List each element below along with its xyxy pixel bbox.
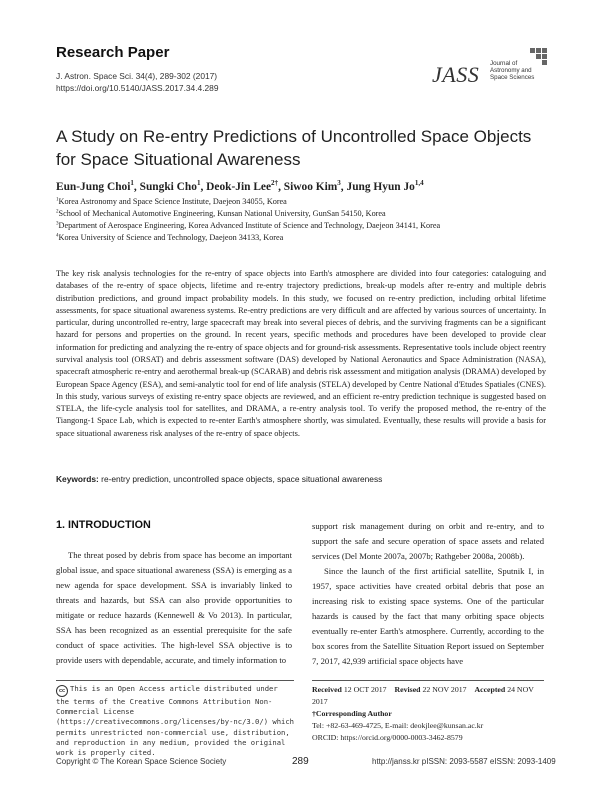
doi-link[interactable]: https://doi.org/10.5140/JASS.2017.34.4.289 — [56, 83, 219, 93]
footer-copyright: Copyright © The Korean Space Science Society — [56, 757, 227, 766]
paper-title: A Study on Re-entry Predictions of Uncontrolled Space Objects for Space Situational Awareness — [56, 127, 532, 169]
logo-word: JASS — [432, 62, 480, 87]
abstract-text: The key risk analysis technologies for the re-entry of space objects into Earth's atmosphere are divided into four categories: cataloguing and databases of the re-entry of space objects, lifetime and re-entry trajectory predictions, break-up models after re-entry and multiple debris distribution predictions, and ground impact probability models. In this study, we focused on re-entry prediction, including orbital lifetime assessments, for space situational awareness systems. Re-entry predictions are very difficult and are affected by various sources of uncertainty. In particular, during uncontrolled re-entry, large spacecraft may break into several pieces of debris, and the surviving fragments can be a significant hazard for persons and properties on the ground. In recent years, specific methods and procedures have been developed to provide clear information for predicting and analyzing the re-entry of space objects and for ground-risk assessments. Representative tools include object reentry survival analysis tool (ORSAT) and debris assessment software (DAS) developed by National Aeronautics and Space Administration (NASA), spacecraft atmospheric re-entry and aerothermal break-up (SCARAB) and debris risk assessment and mitigation analysis (DRAMA) developed by European Space Agency (ESA), and semi-analytic tool for end of life analysis (STELA) developed by Centre National d'Etudes Spatiales (CNES). In this study, various surveys of existing re-entry space objects are reviewed, and an efficient re-entry prediction technique is suggested based on STELA, the life-cycle analysis tool for satellites, and DRAMA, a re-entry analysis tool. To verify the proposed method, the re-entry of the Tiangong-1 Space Lab, which is expected to re-enter Earth's atmosphere shortly, was simulated. Eventually, these results will provide a basis for space situational awareness risk analyses of the re-entry of space objects. — [56, 269, 546, 438]
orcid: ORCID: https://orcid.org/0000-0003-3462-8579 — [312, 733, 463, 742]
affiliation: $^4$Korea University of Science and Technology, Daejeon 34133, Korea — [56, 232, 284, 242]
article-info — [312, 680, 544, 744]
corresponding-contact: Tel: +82-63-469-4725, E-mail: deokjlee@kunsan.ac.kr — [312, 721, 484, 730]
article-type: Research Paper — [56, 44, 170, 61]
keywords-text: re-entry prediction, uncontrolled space objects, space situational awareness — [101, 474, 383, 484]
license-note — [56, 680, 294, 758]
paragraph: support risk management during on orbit and re-entry, and to support the safe and secure operation of space assets and related services (Del Monte 2007a, 2007b; Rathgeber 2008a, 2008b). — [312, 521, 544, 561]
keywords-label: Keywords: — [56, 474, 99, 484]
creative-commons-icon: cc — [56, 685, 68, 697]
journal-citation: J. Astron. Space Sci. 34(4), 289-302 (2017) — [56, 71, 218, 81]
keywords — [56, 474, 546, 484]
affiliation: $^3$Department of Aerospace Engineering, Korea Advanced Institute of Science and Technology, Daejeon 34141, Korea — [56, 220, 441, 230]
affiliation: $^2$School of Mechanical Automotive Engineering, Kunsan National University, GunSan 54150, Korea — [56, 208, 386, 218]
affiliation: $^1$Korea Astronomy and Space Science Institute, Daejeon 34055, Korea — [56, 196, 287, 206]
license-text: This is an Open Access article distributed under the terms of the Creative Commons Attribution Non-Commercial License (https://creativecommons.org/licenses/by-nc/3.0/) which permits unrestricted non-commercial use, distribution, and reproduction in any medium, provided the original work is properly cited. — [56, 684, 294, 758]
logo-subtitle: Journal of Astronomy and Space Sciences — [490, 60, 535, 81]
author: Eun-Jung Choi — [56, 181, 131, 193]
section-heading: 1. INTRODUCTION — [56, 519, 151, 531]
footer-journal-info: http://janss.kr pISSN: 2093-5587 eISSN: 2093-1409 — [372, 757, 556, 766]
body-column-right — [312, 519, 544, 669]
author: Sungki Cho — [139, 181, 197, 193]
author-list: Eun-Jung Choi$^1$, Sungki Cho$^1$, Deok-Jin Lee$^{2\dagger}$, Siwoo Kim$^3$, Jung Hyun Jo$^{1,4}$ — [56, 179, 424, 193]
paragraph: Since the launch of the first artificial satellite, Sputnik I, in 1957, space activities have created orbital debris that pose an increasing risk to existing space systems. One of the particular hazards is caused by the fact that many orbiting space objects eventually re-enter Earth's atmosphere. Currently, according to the box scores from the Satellite Situation Report issued on September 7, 2017, 42,939 artificial space objects have — [312, 566, 544, 666]
page-number: 289 — [292, 756, 309, 767]
author: Deok-Jin Lee — [206, 181, 272, 193]
author: Siwoo Kim — [283, 181, 338, 193]
corresponding-author-label: †Corresponding Author — [312, 709, 392, 718]
body-column-left: The threat posed by debris from space has become an important global issue, and space situational awareness (SSA) is emerging as a new agenda for space development. SSA is invariably linked to threats and hazards, but SSA can also provide opportunities to mitigate or reduce hazards (Kennewell & Vo 2013). In particular, SSA has been recognized as an essential prerequisite for the safe conduct of space activities. The high-level SSA objective is to provide users with dependable, accurate, and timely information to — [56, 550, 292, 665]
article-dates: Received 12 OCT 2017 Revised 22 NOV 2017 Accepted 24 NOV 2017 — [312, 685, 534, 706]
author: Jung Hyun Jo — [346, 181, 415, 193]
